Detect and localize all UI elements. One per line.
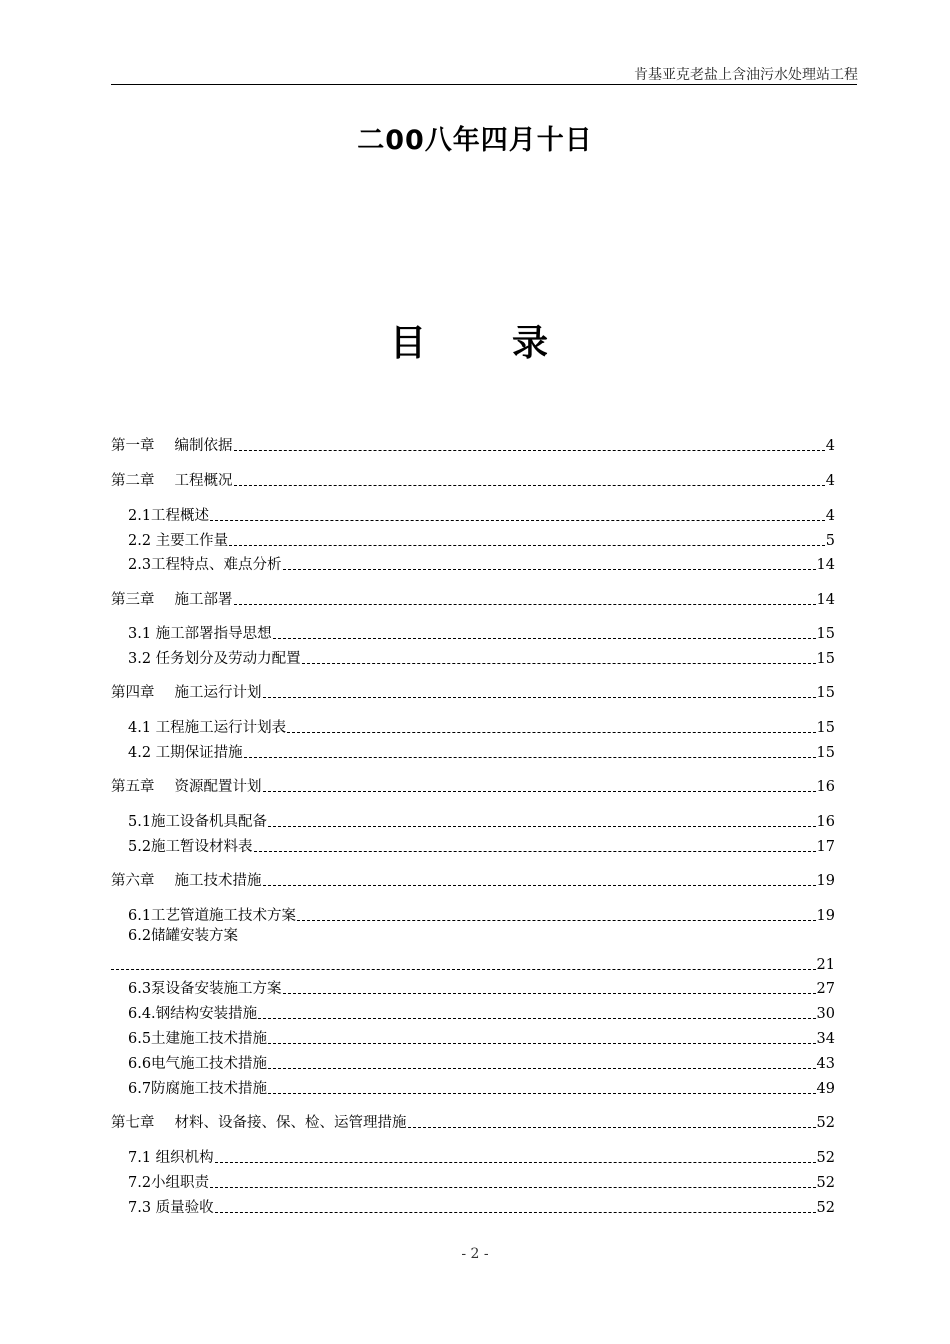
section-title: 6.6电气施工技术措施	[128, 1056, 268, 1072]
chapter-title: 施工部署	[174, 592, 233, 608]
section-title: 7.3 质量验收	[128, 1200, 214, 1216]
dot-leader	[234, 450, 825, 451]
section-title: 6.4.钢结构安装措施	[128, 1006, 258, 1022]
section-title: 6.7防腐施工技术措施	[128, 1081, 268, 1097]
page-number: 5	[825, 533, 835, 549]
toc-entry-chapter-2[interactable]	[111, 469, 835, 491]
toc-entry-section-3-2[interactable]	[128, 647, 835, 669]
chapter-number: 第五章	[111, 779, 155, 795]
page-number: 52	[816, 1115, 835, 1131]
toc-entry-section-2-3[interactable]	[128, 553, 835, 575]
dot-leader	[210, 520, 825, 521]
dot-leader	[268, 1043, 815, 1044]
page-number: 49	[816, 1081, 835, 1097]
toc-entry-chapter-4[interactable]	[111, 681, 835, 703]
toc-title-char-1: 目	[390, 323, 427, 364]
dot-leader	[297, 920, 815, 921]
toc-entry-section-5-2[interactable]	[128, 835, 835, 857]
toc-entry-section-7-1[interactable]	[128, 1146, 835, 1168]
dot-leader	[234, 485, 825, 486]
page-number: 34	[816, 1031, 835, 1047]
section-title: 5.1施工设备机具配备	[128, 814, 268, 830]
section-title: 6.5土建施工技术措施	[128, 1031, 268, 1047]
page-number: 21	[816, 957, 835, 973]
section-title: 4.1 工程施工运行计划表	[128, 720, 287, 736]
section-title: 4.2 工期保证措施	[128, 745, 243, 761]
dot-leader	[283, 993, 816, 994]
dot-leader	[210, 1187, 815, 1188]
toc-title	[0, 315, 950, 365]
page-number: 19	[816, 873, 835, 889]
dot-leader	[111, 969, 816, 970]
section-title: 7.2小组职责	[128, 1175, 210, 1191]
page-number: 16	[816, 814, 835, 830]
chapter-title: 材料、设备接、保、检、运管理措施	[174, 1115, 407, 1131]
page-number: 52	[816, 1150, 835, 1166]
dot-leader	[244, 757, 816, 758]
toc-entry-section-2-1[interactable]	[128, 504, 835, 526]
page-footer-number: - 2 -	[461, 1246, 489, 1262]
page-number: 4	[825, 508, 835, 524]
toc-entry-section-4-2[interactable]	[128, 741, 835, 763]
chapter-title: 施工运行计划	[174, 685, 262, 701]
toc-entry-section-6-3[interactable]	[128, 977, 835, 999]
toc-entry-chapter-1[interactable]	[111, 434, 835, 456]
toc-entry-section-4-1[interactable]	[128, 716, 835, 738]
chapter-title: 施工技术措施	[174, 873, 262, 889]
section-title: 6.1工艺管道施工技术方案	[128, 908, 297, 924]
section-title: 2.3工程特点、难点分析	[128, 557, 282, 573]
page-number: 14	[816, 557, 835, 573]
toc-entry-section-6-2[interactable]: 6.2储罐安装方案	[128, 928, 239, 944]
chapter-number: 第七章	[111, 1115, 155, 1131]
toc-entry-chapter-5[interactable]	[111, 775, 835, 797]
chapter-title: 工程概况	[174, 473, 233, 489]
page-number: 52	[816, 1200, 835, 1216]
section-title: 5.2施工暂设材料表	[128, 839, 253, 855]
dot-leader	[268, 1068, 815, 1069]
toc-entry-chapter-3[interactable]	[111, 588, 835, 610]
dot-leader	[268, 1093, 815, 1094]
dot-leader	[302, 663, 816, 664]
toc-entry-section-3-1[interactable]	[128, 622, 835, 644]
chapter-number: 第六章	[111, 873, 155, 889]
dot-leader	[254, 851, 816, 852]
toc-entry-section-6-5[interactable]	[128, 1027, 835, 1049]
header-rule	[111, 84, 857, 85]
section-title: 2.1工程概述	[128, 508, 210, 524]
page-number: 27	[816, 981, 835, 997]
page-number: 19	[816, 908, 835, 924]
page-number: 15	[816, 685, 835, 701]
chapter-number: 第三章	[111, 592, 155, 608]
toc-entry-section-6-4[interactable]	[128, 1002, 835, 1024]
dot-leader	[287, 732, 815, 733]
page-number: 43	[816, 1056, 835, 1072]
section-title: 6.3泵设备安装施工方案	[128, 981, 282, 997]
toc-title-char-2: 录	[512, 323, 549, 364]
dot-leader	[263, 697, 816, 698]
dot-leader	[215, 1162, 816, 1163]
toc-entry-section-7-2[interactable]	[128, 1171, 835, 1193]
dot-leader	[229, 545, 825, 546]
page-number: 4	[825, 473, 835, 489]
page-number: 16	[816, 779, 835, 795]
dot-leader	[215, 1212, 816, 1213]
toc-entry-section-7-3[interactable]	[128, 1196, 835, 1218]
dot-leader	[258, 1018, 815, 1019]
page-number: 15	[816, 720, 835, 736]
section-title: 3.1 施工部署指导思想	[128, 626, 272, 642]
dot-leader	[263, 885, 816, 886]
page-number: 52	[816, 1175, 835, 1191]
dot-leader	[273, 638, 816, 639]
dot-leader	[263, 791, 816, 792]
section-title: 2.2 主要工作量	[128, 533, 229, 549]
page-number: 15	[816, 626, 835, 642]
section-title: 7.1 组织机构	[128, 1150, 214, 1166]
toc-entry-chapter-7[interactable]	[111, 1111, 835, 1133]
dot-leader	[408, 1127, 816, 1128]
page-number: 14	[816, 592, 835, 608]
toc-entry-section-6-2-leader[interactable]	[111, 953, 835, 975]
page-number: 15	[816, 745, 835, 761]
chapter-title: 编制依据	[174, 438, 233, 454]
chapter-number: 第一章	[111, 438, 155, 454]
toc-entry-chapter-6[interactable]	[111, 869, 835, 891]
running-header: 肯基亚克老盐上含油污水处理站工程	[634, 67, 858, 83]
page-number: 4	[825, 438, 835, 454]
chapter-number: 第二章	[111, 473, 155, 489]
toc-entry-section-5-1[interactable]	[128, 810, 835, 832]
dot-leader	[268, 826, 815, 827]
dot-leader	[234, 604, 816, 605]
dot-leader	[283, 569, 816, 570]
page-number: 15	[816, 651, 835, 667]
page-number: 30	[816, 1006, 835, 1022]
chapter-number: 第四章	[111, 685, 155, 701]
toc-entry-section-6-7[interactable]	[128, 1077, 835, 1099]
toc-entry-section-6-1[interactable]	[128, 904, 835, 926]
toc-entry-section-2-2[interactable]	[128, 529, 835, 551]
page-number: 17	[816, 839, 835, 855]
date-title: 二00八年四月十日	[357, 125, 593, 156]
chapter-title: 资源配置计划	[174, 779, 262, 795]
toc-entry-section-6-6[interactable]	[128, 1052, 835, 1074]
section-title: 3.2 任务划分及劳动力配置	[128, 651, 301, 667]
